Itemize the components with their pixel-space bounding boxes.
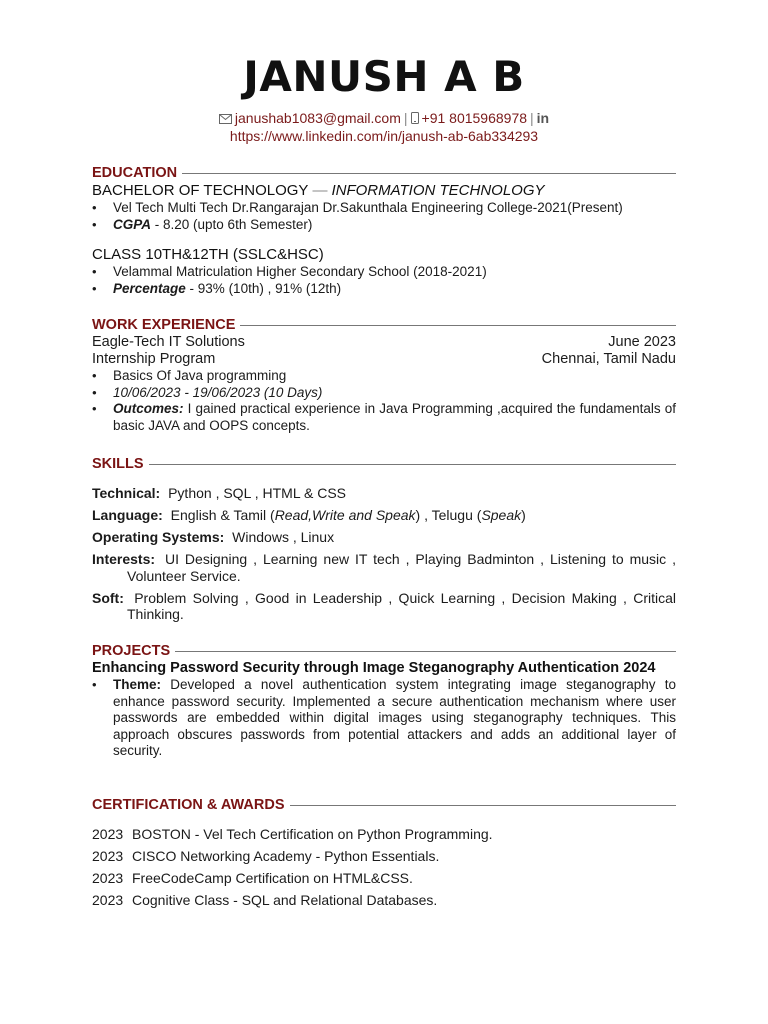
- list-item: [92, 281, 676, 298]
- cert-text: CISCO Networking Academy - Python Essentials.: [132, 848, 440, 864]
- section-divider: [175, 651, 676, 652]
- section-title: PROJECTS: [92, 643, 171, 659]
- cert-text: FreeCodeCamp Certification on HTML&CSS.: [132, 870, 413, 886]
- job-location: Chennai, Tamil Nadu: [541, 351, 676, 367]
- project-title: Enhancing Password Security through Image Steganography Authentication 2024: [92, 660, 656, 676]
- separator: |: [403, 110, 408, 126]
- list-item: [92, 200, 676, 217]
- cgpa-label: CGPA: [113, 216, 152, 232]
- degree-name: BACHELOR OF TECHNOLOGY: [92, 182, 309, 199]
- theme-label: Theme:: [113, 677, 162, 692]
- work-experience-section: [92, 316, 676, 434]
- section-divider: [240, 325, 676, 326]
- certification-item: [92, 870, 676, 887]
- section-header: [92, 316, 676, 334]
- section-divider: [290, 805, 676, 806]
- section-header: [92, 455, 676, 473]
- job-date: June 2023: [608, 334, 676, 350]
- linkedin-icon: in: [536, 110, 550, 126]
- section-title: CERTIFICATION & AWARDS: [92, 797, 285, 813]
- candidate-name: JANUSH A B: [243, 52, 525, 101]
- envelope-icon: [219, 111, 232, 128]
- cert-year: 2023: [92, 870, 124, 886]
- job-duration: 10/06/2023 - 19/06/2023 (10 Days): [113, 384, 323, 400]
- section-title: SKILLS: [92, 456, 144, 472]
- cgpa-value: - 8.20 (upto 6th Semester): [151, 216, 313, 232]
- skill-language: Language: English & Tamil (Read,Write and Speak) , Telugu (Speak): [92, 507, 526, 523]
- outcomes-text: I gained practical experience in Java Programming ,acquired the fundamentals of basic JAVA and OOPS concepts.: [113, 401, 676, 433]
- certification-section: [92, 796, 676, 914]
- section-divider: [182, 173, 676, 174]
- theme-text: Developed a novel authentication system integrating image steganography to enhance password security. Implemented a secure authentication mechanism where user passwords are embedded within digital images using steganography techniques. This approach obscures passwords from potential attackers and adds an additional layer of security.: [113, 677, 676, 758]
- projects-section: [92, 642, 676, 760]
- job-details: [92, 368, 676, 434]
- degree-line: BACHELOR OF TECHNOLOGY — INFORMATION TECHNOLOGY: [92, 182, 545, 199]
- skills-section: [92, 455, 676, 628]
- college-name: Vel Tech Multi Tech Dr.Rangarajan Dr.Sakunthala Engineering College-2021(Present): [113, 200, 623, 215]
- list-item: [92, 401, 676, 434]
- school-heading: CLASS 10TH&12TH (SSLC&HSC): [92, 246, 324, 263]
- phone-number[interactable]: +91 8015968978: [421, 110, 528, 126]
- separator: |: [530, 110, 534, 126]
- cert-year: 2023: [92, 892, 124, 908]
- list-item: [92, 217, 676, 234]
- section-title: EDUCATION: [92, 165, 178, 181]
- list-item: [92, 677, 676, 760]
- education-section: [92, 164, 676, 297]
- school-details: [92, 264, 676, 297]
- school-name: Velammal Matriculation Higher Secondary School (2018-2021): [113, 264, 487, 279]
- section-header: [92, 796, 676, 814]
- section-header: [92, 164, 676, 182]
- cert-text: Cognitive Class - SQL and Relational Databases.: [132, 892, 438, 908]
- project-details: [92, 677, 676, 760]
- percentage-label: Percentage: [113, 280, 186, 296]
- section-divider: [149, 464, 676, 465]
- degree-details: [92, 200, 676, 233]
- outcomes-label: Outcomes:: [113, 401, 184, 416]
- job-row: [92, 351, 676, 368]
- skill-interests: Interests: UI Designing , Learning new IT tech , Playing Badminton , Listening to music , Volunteer Service.: [92, 551, 676, 584]
- skill-operating-systems: Operating Systems: Windows , Linux: [92, 529, 335, 545]
- list-item: [92, 385, 676, 402]
- list-item: [92, 264, 676, 281]
- certification-item: [92, 892, 676, 909]
- job-row: [92, 334, 676, 351]
- list-item: • Basics Of Java programming: [92, 368, 676, 385]
- cert-year: 2023: [92, 848, 124, 864]
- certification-item: [92, 848, 676, 865]
- email-link[interactable]: janushab1083@gmail.com: [234, 110, 401, 126]
- cert-text: BOSTON - Vel Tech Certification on Python Programming.: [132, 826, 493, 842]
- skill-soft: Soft: Problem Solving , Good in Leadership , Quick Learning , Decision Making , Critical Thinking.: [92, 589, 677, 622]
- section-title: WORK EXPERIENCE: [92, 317, 236, 333]
- section-header: [92, 642, 676, 660]
- company-name: Eagle-Tech IT Solutions: [92, 334, 245, 350]
- skill-technical: Technical: Python , SQL , HTML & CSS: [92, 485, 347, 501]
- degree-field: INFORMATION TECHNOLOGY: [331, 182, 545, 199]
- mobile-phone-icon: [411, 111, 419, 128]
- contact-block: [92, 110, 676, 145]
- job-role: Internship Program: [92, 351, 216, 367]
- linkedin-link[interactable]: https://www.linkedin.com/in/janush-ab-6ab334293: [229, 128, 539, 144]
- cert-year: 2023: [92, 826, 124, 842]
- certification-item: [92, 826, 676, 843]
- percentage-value: - 93% (10th) , 91% (12th): [185, 280, 342, 296]
